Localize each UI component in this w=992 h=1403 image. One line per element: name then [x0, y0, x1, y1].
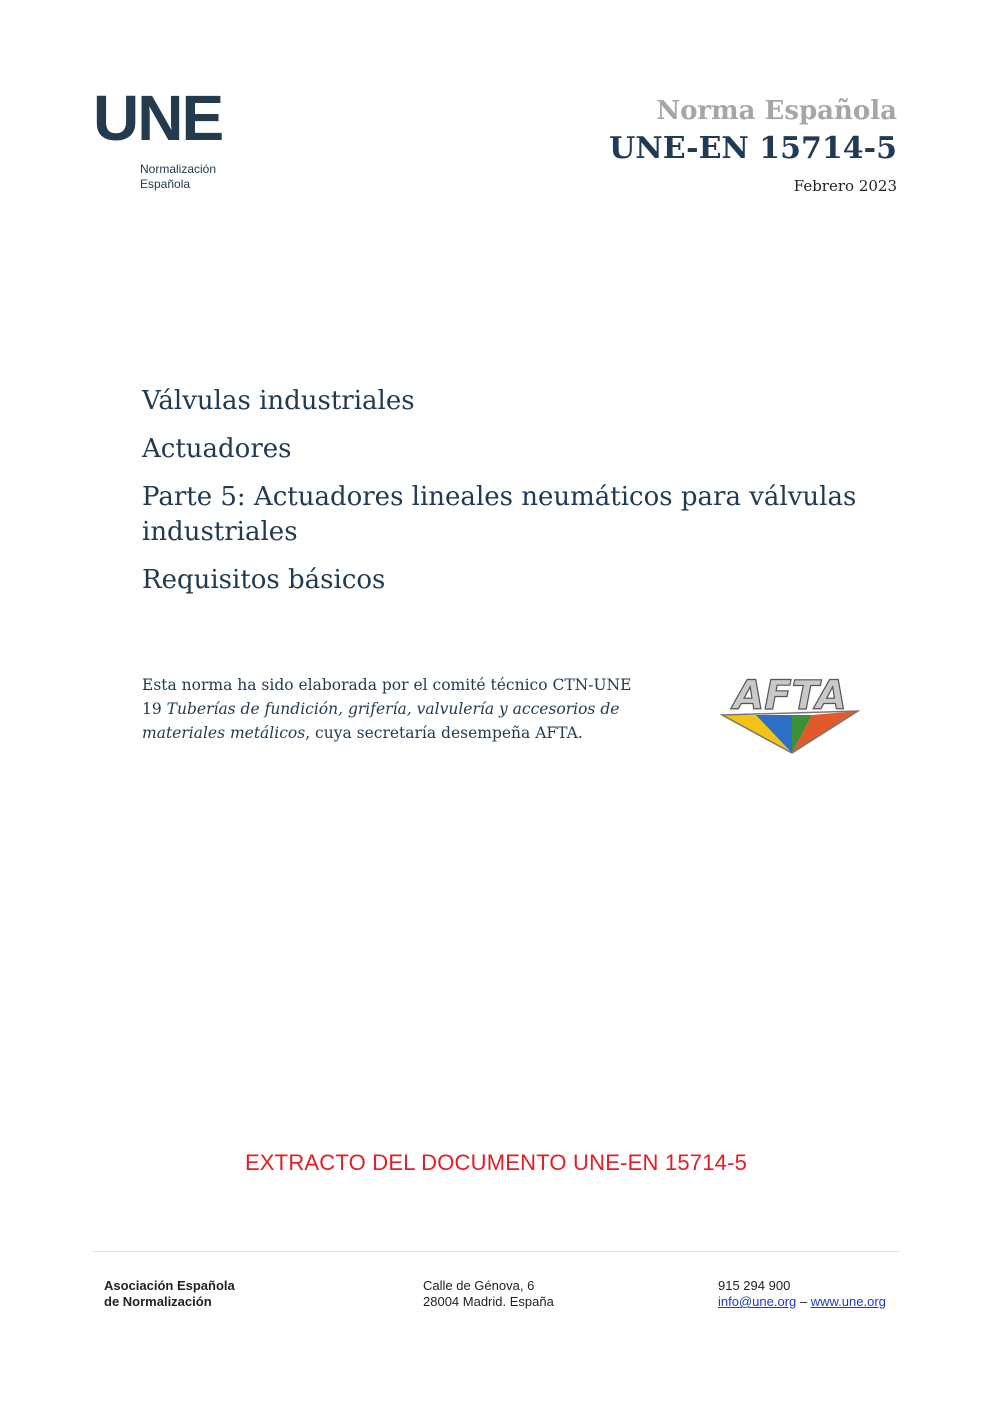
- footer-address-line1: Calle de Génova, 6: [423, 1278, 535, 1293]
- footer-org-line2: de Normalización: [104, 1294, 212, 1309]
- footer-organization: [104, 1278, 235, 1310]
- committee-intro: Esta norma ha sido elaborada por el comité técnico CTN-UNE 19: [142, 676, 632, 718]
- title-line: Actuadores: [142, 434, 292, 464]
- website-link[interactable]: www.une.org: [810, 1294, 886, 1309]
- title-line: Requisitos básicos: [142, 565, 386, 595]
- footer-links: [718, 1294, 886, 1310]
- committee-paragraph: [142, 673, 642, 745]
- standard-code: UNE-EN 15714-5: [609, 131, 897, 166]
- afta-logo: [720, 665, 860, 760]
- une-logo-subtitle: [140, 162, 216, 192]
- publication-date: Febrero 2023: [793, 177, 897, 195]
- une-logo-wordmark: UNE: [93, 82, 223, 154]
- une-logo: [93, 82, 243, 200]
- footer-phone: 915 294 900: [718, 1278, 791, 1293]
- une-logo-line1: Normalización: [140, 162, 217, 176]
- email-link[interactable]: info@une.org: [718, 1294, 797, 1309]
- une-logo-line2: Española: [140, 177, 191, 191]
- footer-divider: [93, 1251, 899, 1252]
- committee-name: Tuberías de fundición, grifería, valvulería y accesorios de materiales metálicos: [142, 700, 620, 742]
- footer-address: [423, 1278, 554, 1310]
- afta-logo-text: AFTA: [733, 673, 847, 719]
- extract-notice: EXTRACTO DEL DOCUMENTO UNE-EN 15714-5: [244, 1150, 748, 1175]
- link-separator: –: [799, 1294, 808, 1309]
- footer-org-line1: Asociación Española: [104, 1278, 235, 1293]
- standard-type-label: Norma Española: [656, 96, 897, 126]
- footer-address-line2: 28004 Madrid. España: [423, 1294, 554, 1309]
- committee-outro: , cuya secretaría desempeña AFTA.: [305, 724, 583, 742]
- title-line: Válvulas industriales: [142, 386, 415, 416]
- title-line: Parte 5: Actuadores lineales neumáticos para válvulas industriales: [142, 482, 857, 547]
- footer-contact: [718, 1278, 886, 1310]
- document-titles: [142, 384, 862, 611]
